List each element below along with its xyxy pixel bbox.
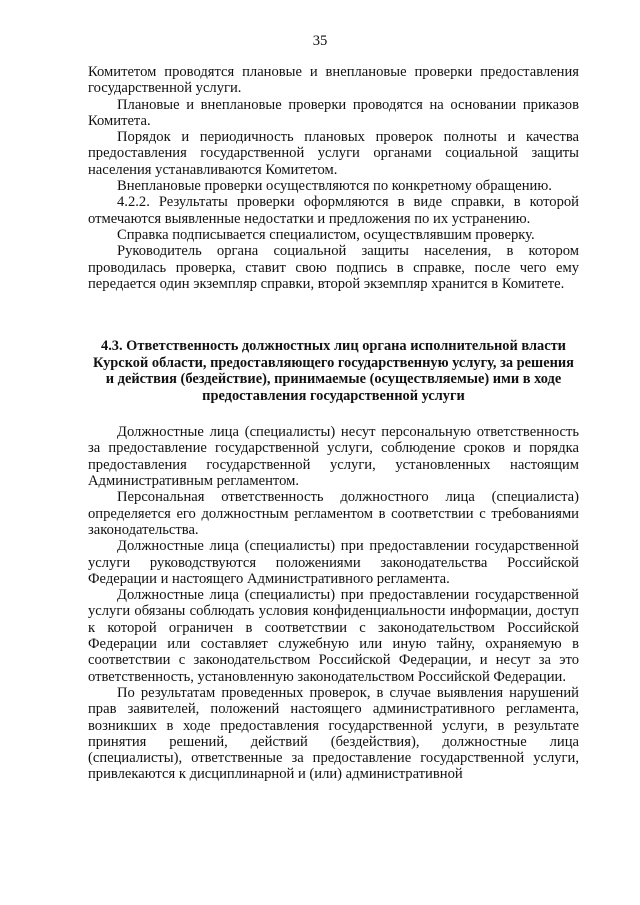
paragraph: Должностные лица (специалисты) при предоставлении государственной услуги обязаны соблюдать условия конфиденциальности информации, доступ к которой ограничен в соответствии с законодательством Российской Федерации или составляет служебную или иную тайну, охраняемую в соответствии с законодательством Российской Федерации, и несут за это ответственность, установленную законодательством Российской Федерации. <box>88 587 579 685</box>
paragraph: Плановые и внеплановые проверки проводятся на основании приказов Комитета. <box>88 96 579 129</box>
paragraph: Руководитель органа социальной защиты населения, в котором проводилась проверка, ставит свою подпись в справке, после чего ему передается один экземпляр справки, второй экземпляр хранится в Комитете. <box>88 243 579 292</box>
paragraph: Комитетом проводятся плановые и внеплановые проверки предоставления государственной услуги. <box>88 64 579 97</box>
section-heading: 4.3. Ответственность должностных лиц органа исполнительной власти Курской области, предоставляющего государственную услугу, за решения и действия (бездействие), принимаемые (осуществляемые) ими в ходе предоставления государственной услуги <box>93 338 574 404</box>
paragraph: Порядок и периодичность плановых проверок полноты и качества предоставления государственной услуги органами социальной защиты населения устанавливаются Комитетом. <box>88 129 579 178</box>
paragraph: Внеплановые проверки осуществляются по конкретному обращению. <box>117 178 552 195</box>
paragraph: 4.2.2. Результаты проверки оформляются в виде справки, в которой отмечаются выявленные недостатки и предложения по их устранению. <box>88 194 579 227</box>
document-body <box>88 64 579 783</box>
bottom-paragraphs <box>88 424 579 783</box>
paragraph: Должностные лица (специалисты) при предоставлении государственной услуги руководствуются положениями законодательства Российской Федерации и настоящего Административного регламента. <box>88 538 579 587</box>
paragraph: Персональная ответственность должностного лица (специалиста) определяется его должностным регламентом в соответствии с требованиями законодательства. <box>88 489 579 538</box>
page-number: 35 <box>312 33 328 49</box>
paragraph: Справка подписывается специалистом, осуществлявшим проверку. <box>117 226 535 243</box>
top-paragraphs <box>88 64 579 292</box>
paragraph: Должностные лица (специалисты) несут персональную ответственность за предоставление государственной услуги, соблюдение сроков и порядка предоставления государственной услуги, установленных настоящим Административным регламентом. <box>88 424 579 490</box>
paragraph: По результатам проведенных проверок, в случае выявления нарушений прав заявителей, положений настоящего административного регламента, возникших в ходе предоставления государственной услуги, в результате принятия решений, действий (бездействия), должностные лица (специалисты), ответственные за предоставление государственной услуги, привлекаются к дисциплинарной и (или) административной <box>88 684 579 783</box>
